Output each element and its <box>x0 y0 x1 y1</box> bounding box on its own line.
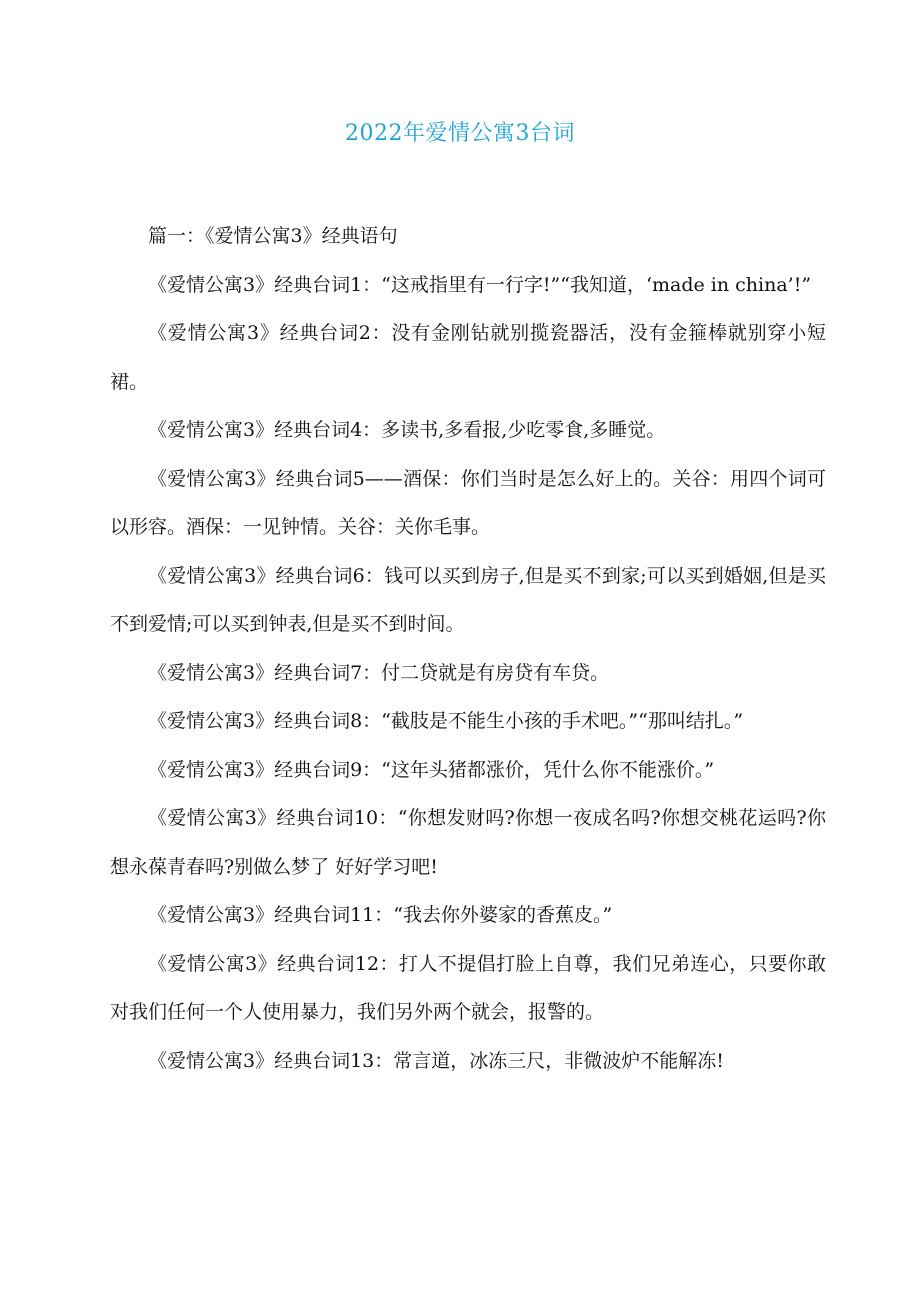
quote-paragraph: 《爱情公寓3》经典台词7：付二贷就是有房贷有车贷。 <box>148 661 610 684</box>
quote-paragraph: 《爱情公寓3》经典台词13：常言道，冰冻三尺，非微波炉不能解冻! <box>148 1049 724 1072</box>
quote-paragraph: 《爱情公寓3》经典台词5——酒保：你们当时是怎么好上的。关谷：用四个词可以形容。酒保：一见钟情。关谷：关你毛事。 <box>110 467 826 538</box>
quote-paragraph: 《爱情公寓3》经典台词12：打人不提倡打脸上自尊，我们兄弟连心，只要你敢对我们任何一个人使用暴力，我们另外两个就会，报警的。 <box>110 952 826 1023</box>
quote-paragraph: 《爱情公寓3》经典台词1：“这戒指里有一行字!”“我知道，‘made in china’!” <box>148 273 812 296</box>
quote-paragraph: 《爱情公寓3》经典台词10：“你想发财吗?你想一夜成名吗?你想交桃花运吗?你想永葆青春吗?别做么梦了 好好学习吧! <box>110 807 826 878</box>
quote-paragraph: 《爱情公寓3》经典台词6：钱可以买到房子,但是买不到家;可以买到婚姻,但是买不到爱情;可以买到钟表,但是买不到时间。 <box>110 564 826 635</box>
quote-paragraph: 《爱情公寓3》经典台词9：“这年头猪都涨价，凭什么你不能涨价。” <box>148 758 715 781</box>
section-heading: 篇一：《爱情公寓3》经典语句 <box>148 225 398 247</box>
quote-paragraph: 《爱情公寓3》经典台词2：没有金刚钻就别揽瓷器活，没有金箍棒就别穿小短裙。 <box>110 322 826 393</box>
document-body <box>110 212 826 1085</box>
quote-paragraph: 《爱情公寓3》经典台词11：“我去你外婆家的香蕉皮。” <box>148 904 613 926</box>
quote-paragraph: 《爱情公寓3》经典台词8：“截肢是不能生小孩的手术吧。”“那叫结扎。” <box>148 710 744 732</box>
quote-paragraph: 《爱情公寓3》经典台词4：多读书,多看报,少吃零食,多睡觉。 <box>148 419 666 441</box>
document-title: 2022年爱情公寓3台词 <box>345 121 575 146</box>
